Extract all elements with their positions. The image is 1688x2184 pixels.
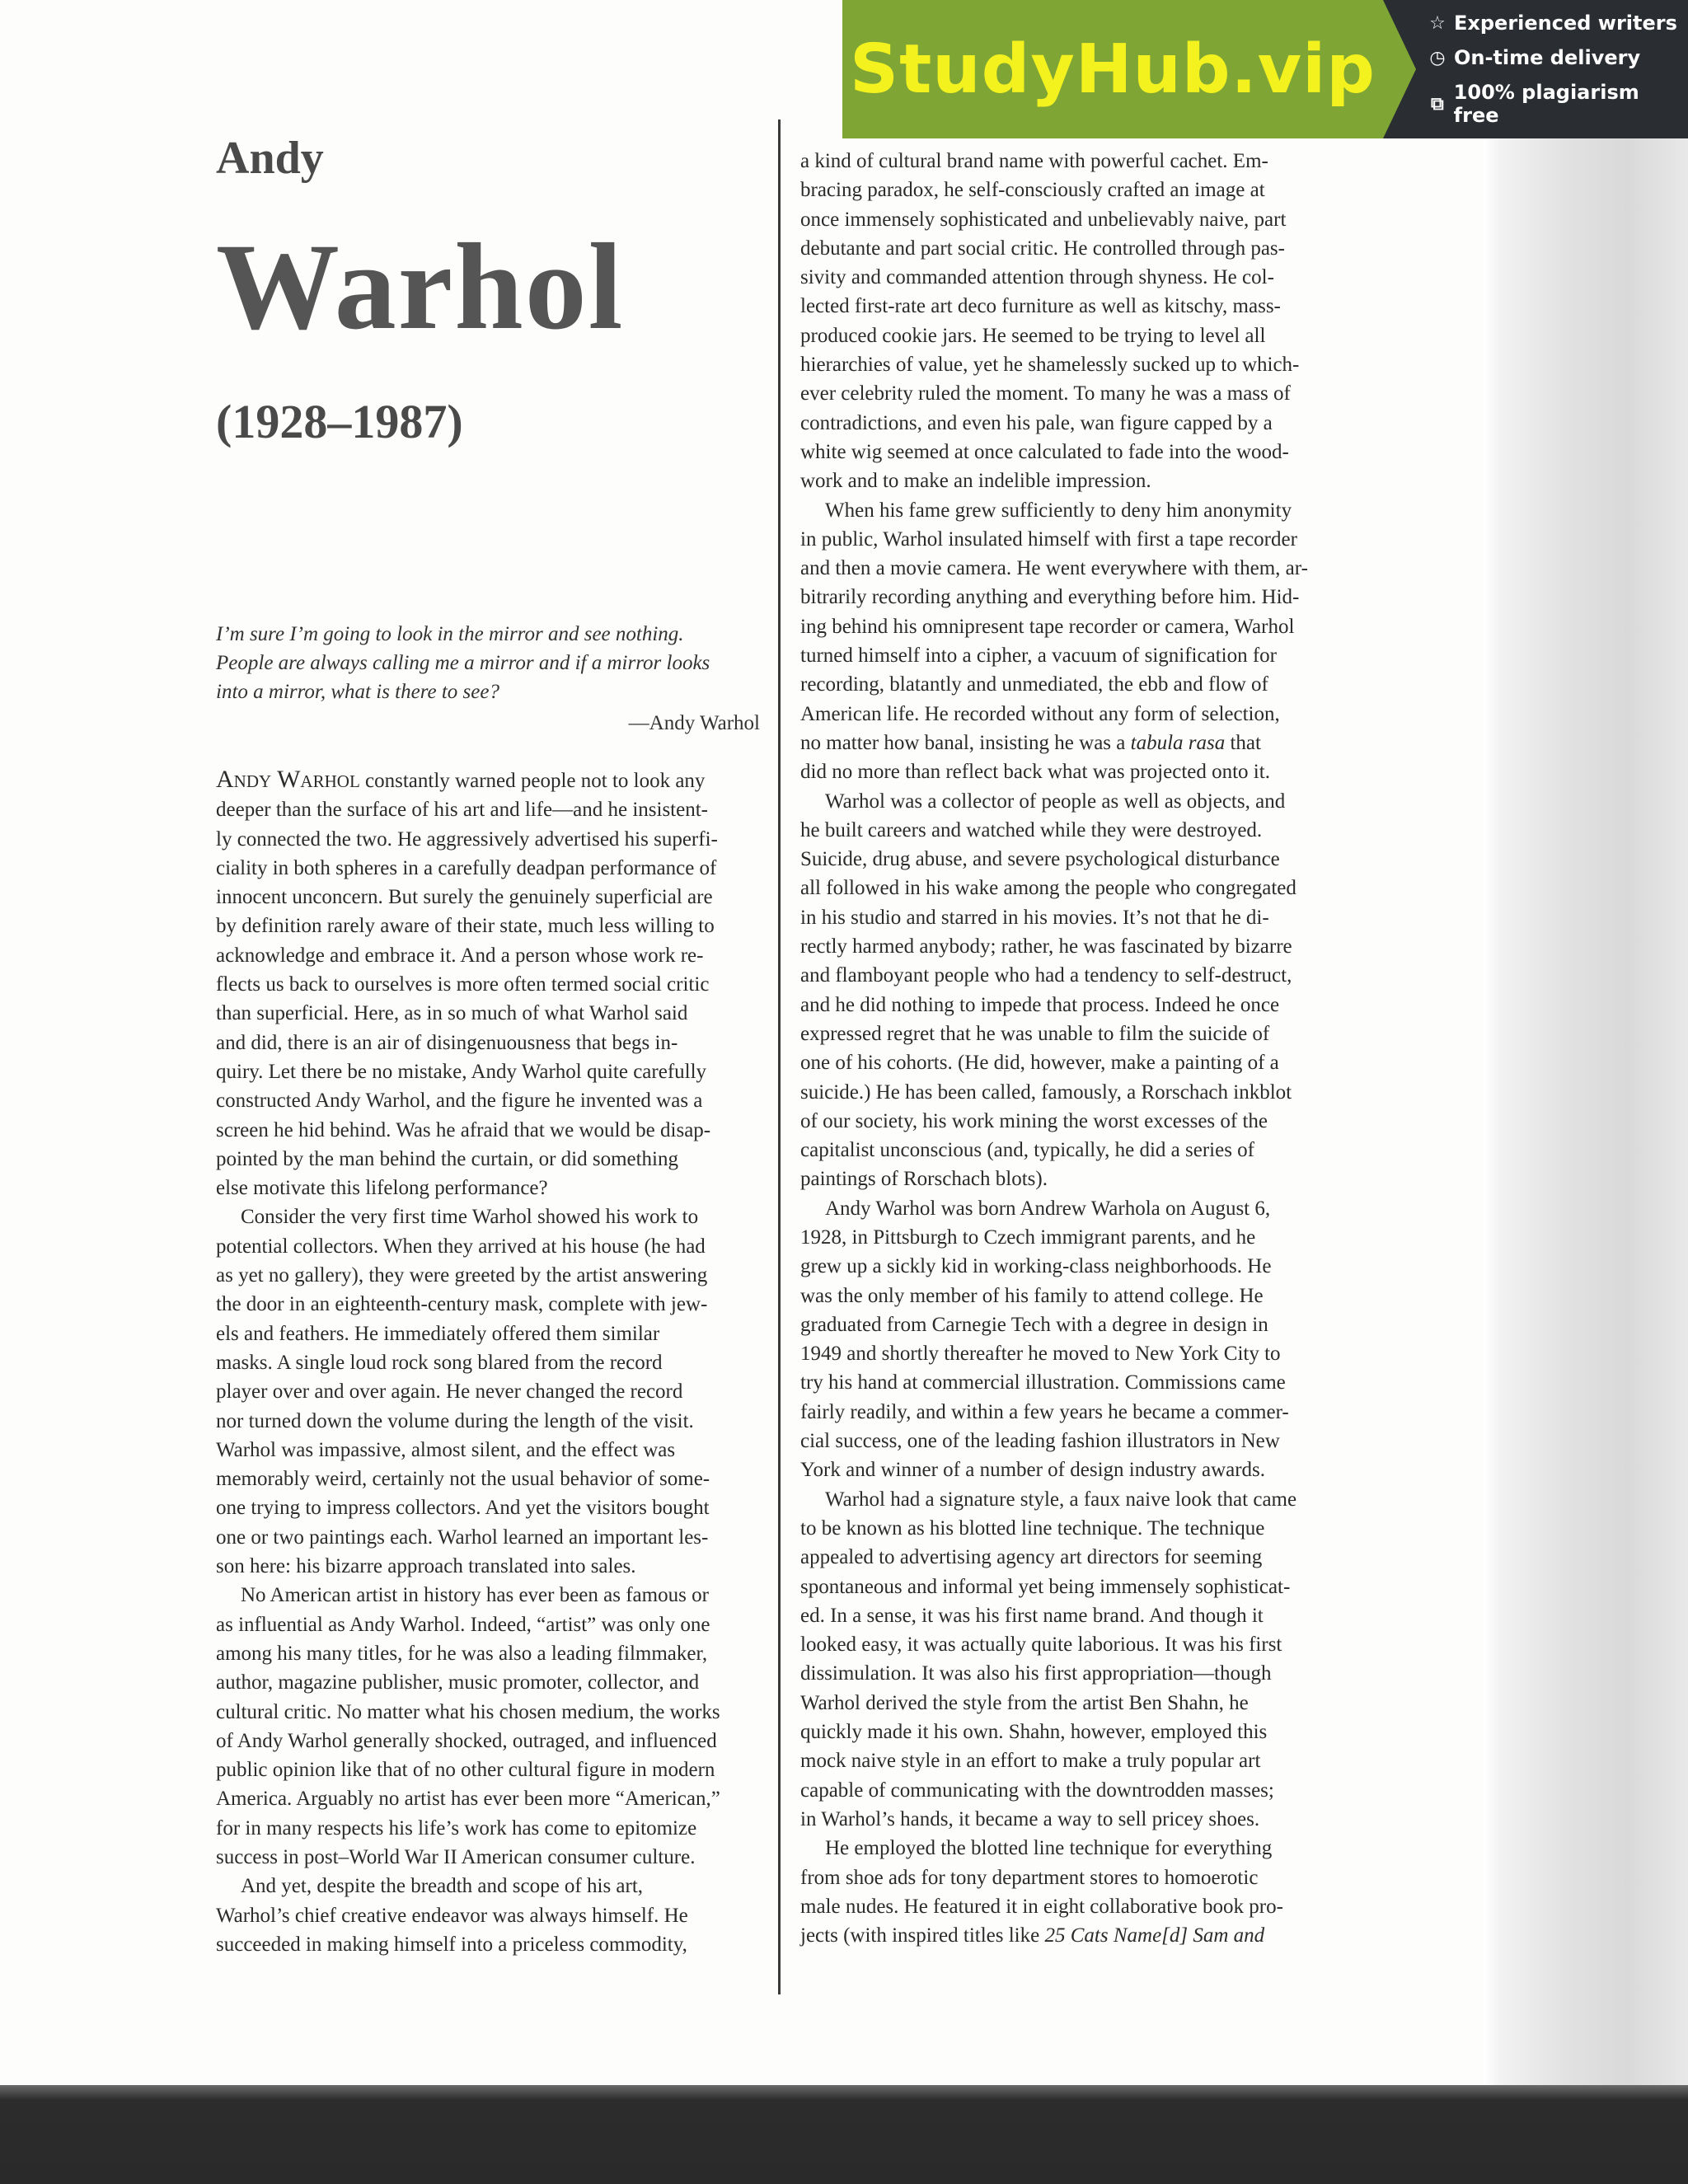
text-line: memorably weird, certainly not the usual behavior of some- [216, 1468, 710, 1491]
text-line: And yet, despite the breadth and scope of his art, [241, 1875, 644, 1898]
text-line: quickly made it his own. Shahn, however, employed this [800, 1721, 1268, 1744]
right-column [800, 147, 1340, 1950]
text-line: and did, there is an air of disingenuousness that begs in- [216, 1031, 678, 1054]
text-line: else motivate this lifelong performance? [216, 1177, 548, 1200]
text-line: Warhol was a collector of people as well as objects, and [825, 790, 1286, 813]
text-line: masks. A single loud rock song blared from the record [216, 1351, 663, 1374]
paragraph [216, 1581, 760, 1872]
title-years: (1928–1987) [216, 395, 463, 448]
text-line: nor turned down the volume during the length of the visit. [216, 1409, 694, 1432]
paragraph [216, 765, 760, 1202]
epigraph-line: People are always calling me a mirror and if a mirror looks [216, 652, 710, 674]
text-line: the door in an eighteenth-century mask, complete with jew- [216, 1293, 708, 1316]
text-segment: that [1225, 731, 1261, 754]
italic-term: tabula rasa [1130, 731, 1226, 754]
text-line: in Warhol’s hands, it became a way to sell pricey shoes. [800, 1807, 1260, 1830]
text-line: 1949 and shortly thereafter he moved to New York City to [800, 1343, 1281, 1366]
text-line: fairly readily, and within a few years he became a commer- [800, 1400, 1289, 1423]
text-line: sivity and commanded attention through shyness. He col- [800, 266, 1274, 289]
feature-plagiarism-free [1428, 81, 1688, 127]
text-line: expressed regret that he was unable to film the suicide of [800, 1022, 1270, 1045]
text-line: capable of communicating with the downtrodden masses; [800, 1779, 1274, 1802]
text-line: grew up a sickly kid in working-class neighborhoods. He [800, 1255, 1272, 1278]
banner-arrow [1383, 0, 1416, 138]
text-line: as influential as Andy Warhol. Indeed, “artist” was only one [216, 1613, 710, 1636]
page-edge-shadow [1484, 0, 1688, 2085]
epigraph-line: into a mirror, what is there to see? [216, 681, 499, 703]
paragraph [216, 1202, 760, 1581]
text-line: in public, Warhol insulated himself with first a tape recorder [800, 527, 1297, 551]
text-line: author, magazine publisher, music promoter, collector, and [216, 1671, 700, 1694]
scan-bottom-border [0, 2085, 1688, 2184]
text-line: white wig seemed at once calculated to fade into the wood- [800, 440, 1289, 463]
text-line: cial success, one of the leading fashion illustrators in New [800, 1430, 1280, 1453]
text-line: did no more than reflect back what was projected onto it. [800, 761, 1270, 784]
text-line: spontaneous and informal yet being immensely sophisticat- [800, 1575, 1291, 1598]
text-line: one of his cohorts. (He did, however, make a painting of a [800, 1052, 1279, 1075]
text-line: bracing paradox, he self-consciously crafted an image at [800, 179, 1265, 202]
text-line: and flamboyant people who had a tendency to self-destruct, [800, 964, 1292, 987]
text-line: he built careers and watched while they were destroyed. [800, 818, 1263, 841]
text-line: was the only member of his family to attend college. He [800, 1284, 1264, 1307]
text-line: to be known as his blotted line technique. The technique [800, 1516, 1265, 1540]
text-line: capitalist unconscious (and, typically, he did a series of [800, 1139, 1255, 1162]
text-line: Suicide, drug abuse, and severe psychological disturbance [800, 848, 1280, 871]
text-line: American life. He recorded without any form of selection, [800, 702, 1280, 725]
text-line: Warhol’s chief creative endeavor was always himself. He [216, 1904, 688, 1927]
text-line: in his studio and starred in his movies. It’s not that he di- [800, 906, 1269, 929]
text-line: paintings of Rorschach blots). [800, 1168, 1048, 1191]
text-line: by definition rarely aware of their state, much less willing to [216, 915, 715, 938]
text-line: els and feathers. He immediately offered them similar [216, 1322, 660, 1345]
text-line: No American artist in history has ever been as famous or [241, 1584, 709, 1607]
text-line: Warhol had a signature style, a faux naive look that came [825, 1488, 1297, 1511]
text-line: acknowledge and embrace it. And a person whose work re- [216, 944, 704, 967]
text-line: all followed in his wake among the people who congregated [800, 877, 1296, 900]
feature-experienced-writers [1428, 12, 1688, 35]
text-line: of our society, his work mining the worst excesses of the [800, 1109, 1268, 1132]
lead-in: Andy Warhol [216, 766, 360, 793]
epigraph-quote [216, 620, 760, 706]
title-first-name: Andy [216, 133, 324, 184]
paragraph [800, 1834, 1340, 1950]
text-line: Consider the very first time Warhol showed his work to [241, 1206, 699, 1229]
text-line: from shoe ads for tony department stores to homoerotic [800, 1866, 1259, 1889]
text-line: innocent unconcern. But surely the genuinely superficial are [216, 886, 713, 909]
star-icon: ☆ [1429, 12, 1446, 34]
text-line: appealed to advertising agency art directors for seeming [800, 1546, 1263, 1569]
text-line: mock naive style in an effort to make a truly popular art [800, 1750, 1261, 1773]
clock-icon: ◷ [1429, 47, 1446, 68]
text-line: turned himself into a cipher, a vacuum of signification for [800, 644, 1277, 668]
text-line: constantly warned people not to look any [359, 770, 706, 792]
text-line: as yet no gallery), they were greeted by the artist answering [216, 1264, 708, 1287]
text-line: Warhol was impassive, almost silent, and the effect was [216, 1438, 676, 1461]
text-line: ever celebrity ruled the moment. To many he was a mass of [800, 382, 1291, 405]
text-line: suicide.) He has been called, famously, a Rorschach inkblot [800, 1080, 1292, 1104]
text-line: ciality in both spheres in a carefully deadpan performance of [216, 856, 717, 879]
text-line: one or two paintings each. Warhol learned an important les- [216, 1526, 709, 1549]
text-line: for in many respects his life’s work has come to epitomize [216, 1816, 697, 1840]
text-line: once immensely sophisticated and unbelievably naive, part [800, 208, 1287, 231]
paragraph [216, 1872, 760, 1959]
text-line: succeeded in making himself into a priceless commodity, [216, 1933, 687, 1956]
text-line: 1928, in Pittsburgh to Czech immigrant parents, and he [800, 1226, 1256, 1249]
text-line: When his fame grew sufficiently to deny him anonymity [825, 499, 1292, 522]
epigraph-attribution: —Andy Warhol [628, 712, 760, 734]
text-line: lected first-rate art deco furniture as well as kitschy, mass- [800, 295, 1281, 318]
text-line: rectly harmed anybody; rather, he was fascinated by bizarre [800, 935, 1292, 958]
feature-label: 100% plagiarism free [1453, 81, 1639, 127]
text-segment: jects (with inspired titles like [800, 1924, 1045, 1947]
text-line: constructed Andy Warhol, and the figure he invented was a [216, 1090, 703, 1113]
studyhub-banner[interactable] [842, 0, 1688, 138]
paragraph [800, 787, 1340, 1194]
text-line: among his many titles, for he was also a leading filmmaker, [216, 1642, 708, 1665]
feature-label: On-time delivery [1454, 46, 1641, 69]
text-line: bitrarily recording anything and everything before him. Hid- [800, 586, 1300, 609]
text-line: hierarchies of value, yet he shamelessly sucked up to which- [800, 354, 1300, 377]
text-line: success in post–World War II American consumer culture. [216, 1845, 696, 1868]
text-line: work and to make an indelible impression. [800, 470, 1151, 493]
paragraph [800, 147, 1340, 496]
text-line: cultural critic. No matter what his chosen medium, the works [216, 1700, 720, 1723]
paragraph [800, 1194, 1340, 1485]
text-line: and he did nothing to impede that process. Indeed he once [800, 993, 1280, 1016]
text-line: quiry. Let there be no mistake, Andy Warhol quite carefully [216, 1060, 707, 1083]
text-line: graduated from Carnegie Tech with a degree in design in [800, 1313, 1268, 1336]
copy-icon: ⧉ [1430, 93, 1444, 115]
text-line: produced cookie jars. He seemed to be trying to level all [800, 324, 1266, 347]
text-line: male nudes. He featured it in eight collaborative book pro- [800, 1895, 1283, 1918]
text-line: dissimulation. It was also his first appropriation—though [800, 1662, 1272, 1685]
text-line: try his hand at commercial illustration. Commissions came [800, 1371, 1286, 1394]
feature-label: Experienced writers [1454, 12, 1677, 35]
text-line: York and winner of a number of design industry awards. [800, 1459, 1266, 1482]
text-line: potential collectors. When they arrived at his house (he had [216, 1235, 706, 1258]
text-line: son here: his bizarre approach translated into sales. [216, 1555, 636, 1578]
text-line: looked easy, it was actually quite laborious. It was his first [800, 1633, 1282, 1657]
text-line: contradictions, and even his pale, wan figure capped by a [800, 411, 1273, 434]
text-line: and then a movie camera. He went everywhere with them, ar- [800, 557, 1308, 580]
title-last-name: Warhol [216, 218, 625, 355]
text-line [800, 1921, 1340, 1950]
banner-features [1416, 0, 1688, 138]
epigraph-line: I’m sure I’m going to look in the mirror and see nothing. [216, 623, 684, 645]
text-line: Andy Warhol was born Andrew Warhola on August 6, [825, 1197, 1271, 1220]
text-line: deeper than the surface of his art and life—and he insistent- [216, 799, 708, 822]
studyhub-logo[interactable]: StudyHub.vip [842, 0, 1383, 138]
text-line: screen he hid behind. Was he afraid that we would be disap- [216, 1118, 711, 1141]
italic-title: 25 Cats Name[d] Sam and [1044, 1924, 1265, 1947]
text-line: public opinion like that of no other cultural figure in modern [216, 1759, 715, 1782]
text-line: ly connected the two. He aggressively advertised his superfi- [216, 827, 718, 851]
text-line [800, 729, 1340, 757]
text-line: recording, blatantly and unmediated, the ebb and flow of [800, 673, 1268, 696]
text-line: pointed by the man behind the curtain, or did something [216, 1147, 678, 1170]
text-line: of Andy Warhol generally shocked, outraged, and influenced [216, 1729, 717, 1752]
text-line: He employed the blotted line technique for everything [825, 1837, 1273, 1860]
paragraph-first-line [216, 765, 760, 795]
column-divider [778, 120, 781, 1994]
text-segment: no matter how banal, insisting he was a [800, 731, 1131, 754]
left-column [216, 765, 760, 1959]
text-line: America. Arguably no artist has ever been more “American,” [216, 1788, 720, 1811]
text-line: than superficial. Here, as in so much of what Warhol said [216, 1002, 688, 1025]
text-line: flects us back to ourselves is more often termed social critic [216, 973, 710, 996]
text-line: debutante and part social critic. He controlled through pas- [800, 237, 1285, 260]
text-line: ing behind his omnipresent tape recorder or camera, Warhol [800, 615, 1295, 638]
text-line: Warhol derived the style from the artist Ben Shahn, he [800, 1691, 1249, 1714]
text-line: ed. In a sense, it was his first name brand. And though it [800, 1604, 1264, 1627]
feature-on-time-delivery [1428, 46, 1688, 69]
text-line: player over and over again. He never changed the record [216, 1380, 683, 1404]
paragraph [800, 496, 1340, 787]
text-line: one trying to impress collectors. And yet the visitors bought [216, 1497, 710, 1520]
text-line: a kind of cultural brand name with powerful cachet. Em- [800, 150, 1268, 172]
paragraph [800, 1485, 1340, 1835]
